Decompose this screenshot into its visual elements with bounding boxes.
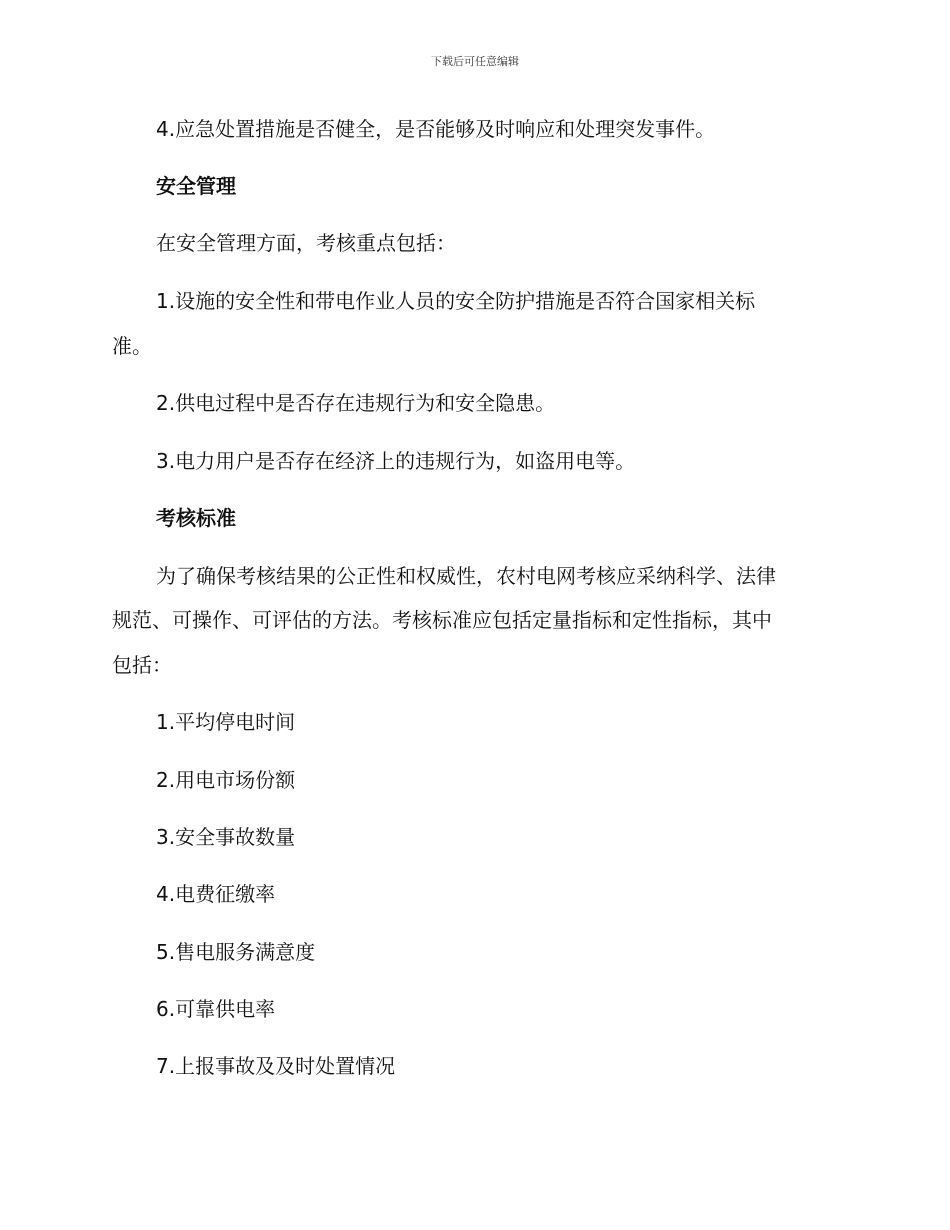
standard-paragraph-line-1: 为了确保考核结果的公正性和权威性，农村电网考核应采纳科学、法律 <box>156 564 776 588</box>
safety-item-2: 2.供电过程中是否存在违规行为和安全隐患。 <box>156 391 556 415</box>
standard-item-2: 2.用电市场份额 <box>156 768 296 792</box>
paragraph-emergency-item: 4.应急处置措施是否健全，是否能够及时响应和处理突发事件。 <box>156 117 716 141</box>
section-heading-standard: 考核标准 <box>156 506 236 530</box>
paragraph-safety-intro: 在安全管理方面，考核重点包括： <box>156 231 456 255</box>
standard-item-7: 7.上报事故及及时处置情况 <box>156 1054 396 1078</box>
standard-item-6: 6.可靠供电率 <box>156 997 276 1021</box>
section-heading-safety: 安全管理 <box>156 174 236 198</box>
safety-item-1-line-1: 1.设施的安全性和带电作业人员的安全防护措施是否符合国家相关标 <box>156 289 756 313</box>
safety-item-3: 3.电力用户是否存在经济上的违规行为，如盗用电等。 <box>156 449 636 473</box>
standard-item-3: 3.安全事故数量 <box>156 825 296 849</box>
standard-item-4: 4.电费征缴率 <box>156 882 276 906</box>
safety-item-1-line-2: 准。 <box>112 334 152 358</box>
standard-paragraph-line-3: 包括： <box>112 653 172 677</box>
standard-paragraph-line-2: 规范、可操作、可评估的方法。考核标准应包括定量指标和定性指标，其中 <box>112 608 772 632</box>
standard-item-1: 1.平均停电时间 <box>156 710 296 734</box>
page-header: 下载后可任意编辑 <box>431 55 519 68</box>
standard-item-5: 5.售电服务满意度 <box>156 940 316 964</box>
